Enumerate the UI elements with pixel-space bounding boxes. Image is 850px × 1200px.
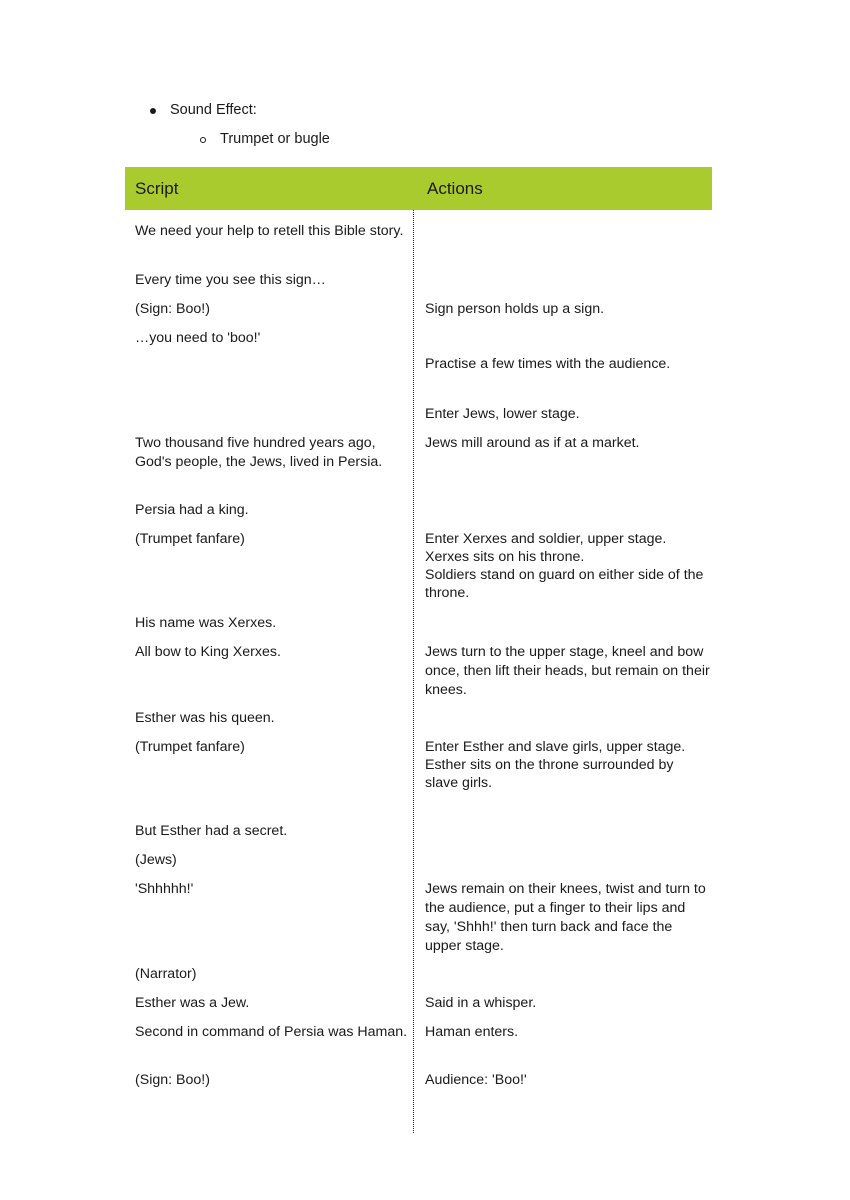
script-paragraph: Persia had a king. — [135, 502, 249, 518]
column-divider — [413, 210, 414, 1133]
script-paragraph: …you need to 'boo!' — [135, 330, 261, 346]
script-paragraph: (Jews) — [135, 852, 177, 868]
action-paragraph: Enter Jews, lower stage. — [425, 406, 580, 422]
script-paragraph: All bow to King Xerxes. — [135, 644, 281, 660]
action-paragraph: Jews turn to the upper stage, kneel and bow once, then lift their heads, but remain on their knees. — [425, 644, 710, 698]
action-paragraph: Practise a few times with the audience. — [425, 356, 671, 372]
script-paragraph: (Trumpet fanfare) — [135, 531, 245, 547]
script-paragraph: Second in command of Persia was Haman. — [135, 1024, 408, 1040]
disc-bullet-icon — [150, 100, 170, 121]
list-item-label: Sound Effect: — [170, 102, 257, 118]
action-paragraph: Haman enters. — [425, 1024, 519, 1040]
script-paragraph: (Sign: Boo!) — [135, 1072, 210, 1088]
list-item-label: Trumpet or bugle — [220, 131, 330, 147]
action-paragraph: Audience: 'Boo!' — [425, 1072, 527, 1088]
column-header-script: Script — [135, 178, 179, 198]
list-item — [150, 100, 710, 121]
table-header-row — [125, 167, 712, 210]
list-item — [200, 129, 710, 150]
action-paragraph: Sign person holds up a sign. — [425, 301, 605, 317]
script-paragraph: Every time you see this sign… — [135, 272, 326, 288]
circle-bullet-icon — [200, 129, 220, 150]
script-paragraph: Esther was his queen. — [135, 710, 275, 726]
script-paragraph: (Narrator) — [135, 966, 197, 982]
script-paragraph: 'Shhhhh!' — [135, 881, 194, 897]
column-header-actions: Actions — [427, 178, 483, 198]
script-paragraph: (Sign: Boo!) — [135, 301, 210, 317]
bullet-list — [150, 100, 710, 150]
script-paragraph: Two thousand five hundred years ago, God's people, the Jews, lived in Persia. — [135, 435, 383, 470]
script-paragraph: His name was Xerxes. — [135, 615, 277, 631]
script-paragraph: Esther was a Jew. — [135, 995, 250, 1011]
action-paragraph: Jews remain on their knees, twist and turn to the audience, put a finger to their lips and say, 'Shhh!' then turn back and face the upper stage. — [425, 881, 706, 954]
action-paragraph: Jews mill around as if at a market. — [425, 435, 640, 451]
action-paragraph: Said in a whisper. — [425, 995, 537, 1011]
action-paragraph: Enter Esther and slave girls, upper stage. Esther sits on the throne surrounded by slave girls. — [425, 739, 686, 791]
script-paragraph: But Esther had a secret. — [135, 823, 288, 839]
table-body — [125, 210, 712, 1090]
script-paragraph: (Trumpet fanfare) — [135, 739, 245, 755]
script-actions-table — [125, 167, 712, 1090]
script-paragraph: We need your help to retell this Bible story. — [135, 223, 404, 239]
action-paragraph: Enter Xerxes and soldier, upper stage. Xerxes sits on his throne. Soldiers stand on guard on either side of the throne. — [425, 531, 704, 601]
